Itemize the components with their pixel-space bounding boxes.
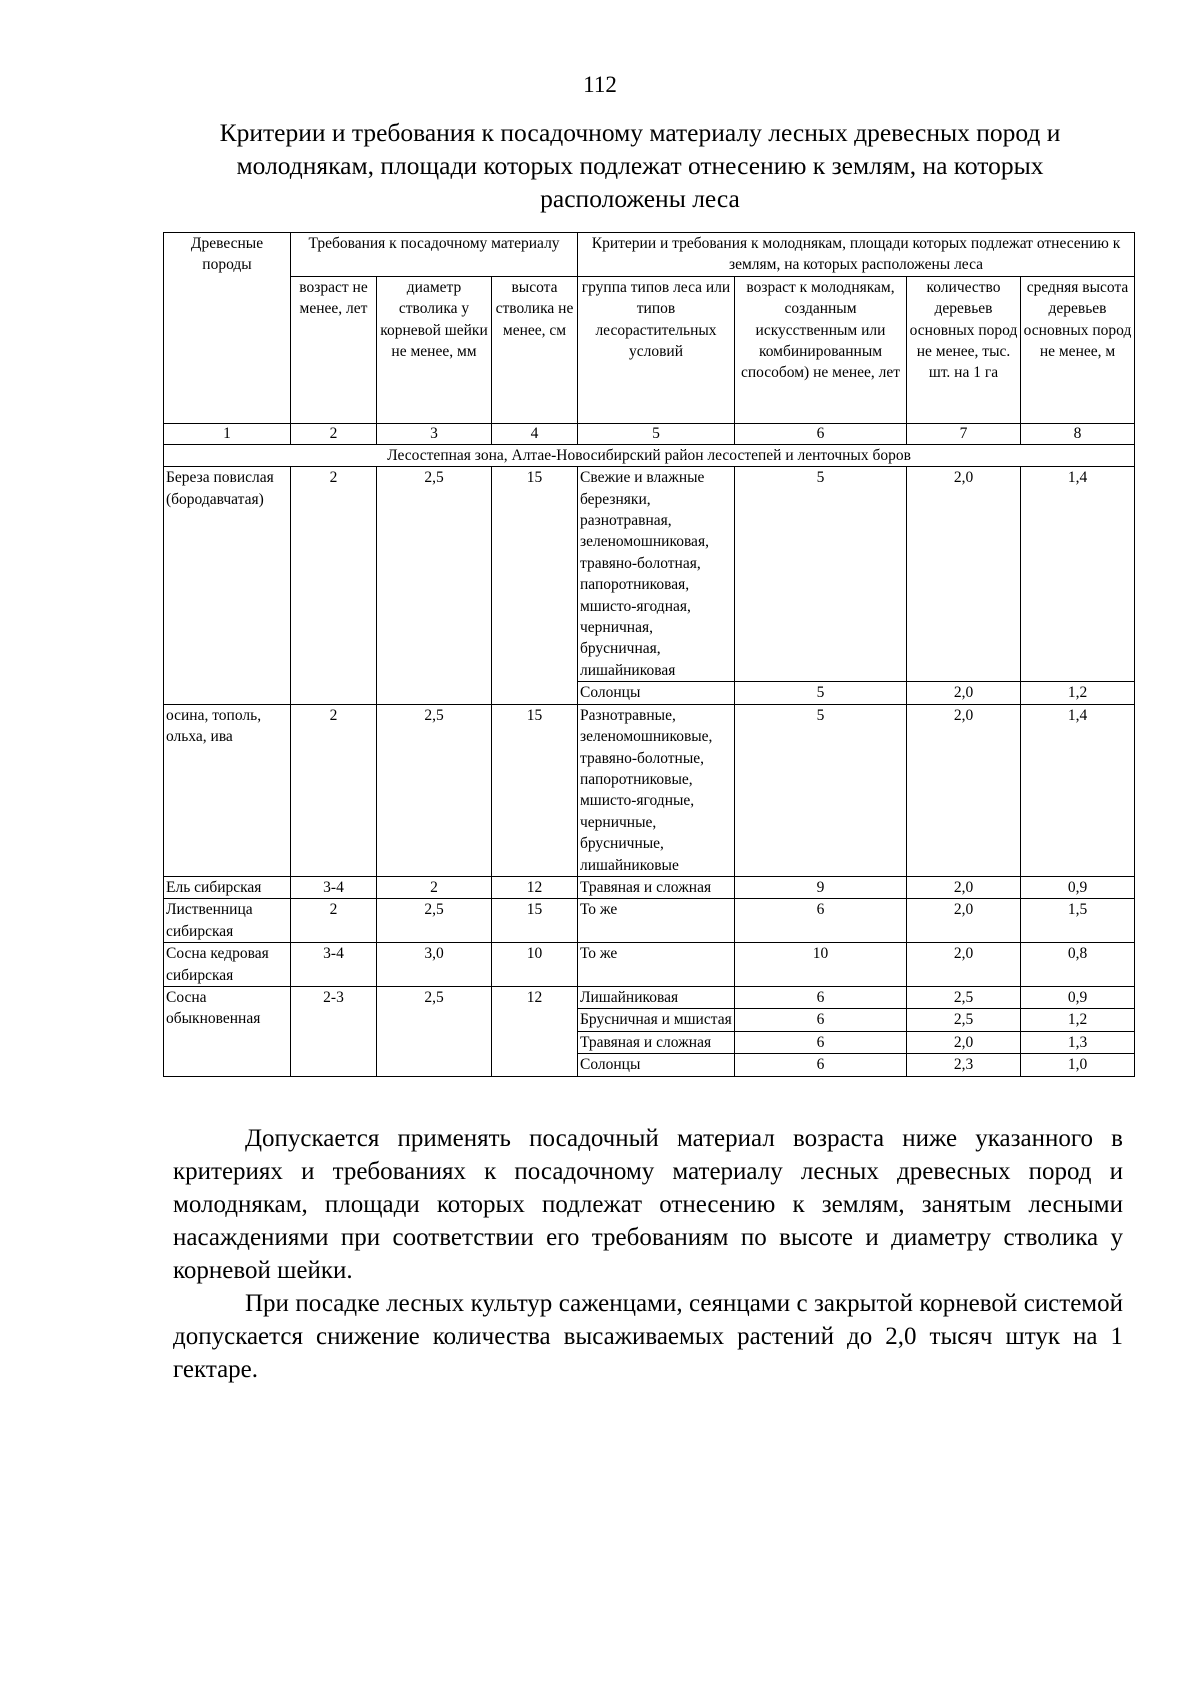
header-diameter: диаметр стволика у корневой шейки не менее, мм [377,276,492,423]
forest-type-cell: Лишайниковая [578,986,735,1008]
young-age-cell: 5 [735,467,907,682]
young-age-cell: 5 [735,682,907,704]
tree-count-cell: 2,0 [907,704,1021,876]
column-number: 8 [1021,423,1135,444]
species-cell: Лиственница сибирская [164,899,291,943]
table-row [164,986,1135,1008]
table-row [164,943,1135,987]
table-row [164,899,1135,943]
column-number: 2 [291,423,377,444]
column-number: 3 [377,423,492,444]
column-number: 5 [578,423,735,444]
young-age-cell: 6 [735,1031,907,1053]
forest-type-cell: То же [578,899,735,943]
page-number: 112 [583,72,617,97]
forest-type-cell: То же [578,943,735,987]
table-row [164,704,1135,876]
age-cell: 3-4 [291,876,377,898]
height-cell: 12 [492,876,578,898]
diameter-cell: 2,5 [377,899,492,943]
criteria-table [163,232,1135,1077]
age-cell: 2-3 [291,986,377,1076]
young-age-cell: 10 [735,943,907,987]
table-row [164,467,1135,682]
species-cell: Сосна кедровая сибирская [164,943,291,987]
tree-count-cell: 2,0 [907,876,1021,898]
species-cell: Ель сибирская [164,876,291,898]
header-height: высота стволика не менее, см [492,276,578,423]
avg-height-cell: 0,8 [1021,943,1135,987]
age-cell: 3-4 [291,943,377,987]
height-cell: 15 [492,899,578,943]
tree-count-cell: 2,0 [907,682,1021,704]
forest-type-cell: Разнотравные, зеленомошниковые, травяно-болотные, папоротниковые, мшисто-ягодные, черничные, брусничные, лишайниковые [578,704,735,876]
young-age-cell: 6 [735,899,907,943]
tree-count-cell: 2,5 [907,1009,1021,1031]
table-row [164,876,1135,898]
zone-label: Лесостепная зона, Алтае-Новосибирский район лесостепей и ленточных боров [164,444,1135,466]
avg-height-cell: 1,3 [1021,1031,1135,1053]
avg-height-cell: 1,5 [1021,899,1135,943]
diameter-cell: 2,5 [377,467,492,704]
tree-count-cell: 2,0 [907,467,1021,682]
paragraph: При посадке лесных культур саженцами, сеянцами с закрытой корневой системой допускается снижение количества высаживаемых растений до 2,0 тысяч штук на 1 гектаре. [173,1290,1123,1383]
header-forest-type: группа типов леса или типов лесорастительных условий [578,276,735,423]
header-planting-material: Требования к посадочному материалу [291,233,578,277]
document-title: Критерии и требования к посадочному материалу лесных древесных пород и молоднякам, площади которых подлежат отнесению к землям, на которых расположены леса [219,118,1061,213]
header-young-stands: Критерии и требования к молоднякам, площади которых подлежат отнесению к землям, на которых расположены леса [578,233,1135,277]
header-tree-count: количество деревьев основных пород не менее, тыс. шт. на 1 га [907,276,1021,423]
tree-count-cell: 2,0 [907,943,1021,987]
avg-height-cell: 0,9 [1021,876,1135,898]
young-age-cell: 6 [735,986,907,1008]
tree-count-cell: 2,0 [907,899,1021,943]
column-numbers-row [164,423,1135,444]
avg-height-cell: 1,2 [1021,682,1135,704]
diameter-cell: 2 [377,876,492,898]
column-number: 4 [492,423,578,444]
zone-row [164,444,1135,466]
height-cell: 15 [492,704,578,876]
forest-type-cell: Солонцы [578,682,735,704]
header-young-age: возраст к молоднякам, созданным искусственным или комбинированным способом) не менее, лет [735,276,907,423]
avg-height-cell: 1,2 [1021,1009,1135,1031]
header-row-1 [164,233,1135,277]
tree-count-cell: 2,3 [907,1054,1021,1076]
body-text [173,1122,1123,1386]
header-species: Древесные породы [164,233,291,424]
age-cell: 2 [291,467,377,704]
tree-count-cell: 2,0 [907,1031,1021,1053]
height-cell: 10 [492,943,578,987]
height-cell: 12 [492,986,578,1076]
forest-type-cell: Солонцы [578,1054,735,1076]
forest-type-cell: Брусничная и мшистая [578,1009,735,1031]
species-cell: осина, тополь, ольха, ива [164,704,291,876]
paragraph: Допускается применять посадочный материал возраста ниже указанного в критериях и требованиях к посадочному материалу лесных древесных пород и молоднякам, площади которых подлежат отнесению к землям, занятым лесными насаждениями при соответствии его требованиям по высоте и диаметру стволика у корневой шейки. [173,1125,1123,1284]
diameter-cell: 3,0 [377,943,492,987]
height-cell: 15 [492,467,578,704]
header-row-2 [164,276,1135,423]
avg-height-cell: 1,4 [1021,704,1135,876]
tree-count-cell: 2,5 [907,986,1021,1008]
avg-height-cell: 0,9 [1021,986,1135,1008]
header-avg-height: средняя высота деревьев основных пород не менее, м [1021,276,1135,423]
age-cell: 2 [291,704,377,876]
column-number: 6 [735,423,907,444]
age-cell: 2 [291,899,377,943]
header-age: возраст не менее, лет [291,276,377,423]
young-age-cell: 5 [735,704,907,876]
young-age-cell: 6 [735,1054,907,1076]
avg-height-cell: 1,4 [1021,467,1135,682]
forest-type-cell: Травяная и сложная [578,876,735,898]
column-number: 7 [907,423,1021,444]
species-cell: Сосна обыкновенная [164,986,291,1076]
forest-type-cell: Свежие и влажные березняки, разнотравная, зеленомошниковая, травяно-болотная, папоротниковая, мшисто-ягодная, черничная, брусничная, лишайниковая [578,467,735,682]
young-age-cell: 6 [735,1009,907,1031]
column-number: 1 [164,423,291,444]
young-age-cell: 9 [735,876,907,898]
diameter-cell: 2,5 [377,986,492,1076]
forest-type-cell: Травяная и сложная [578,1031,735,1053]
avg-height-cell: 1,0 [1021,1054,1135,1076]
species-cell: Береза повислая (бородавчатая) [164,467,291,704]
diameter-cell: 2,5 [377,704,492,876]
